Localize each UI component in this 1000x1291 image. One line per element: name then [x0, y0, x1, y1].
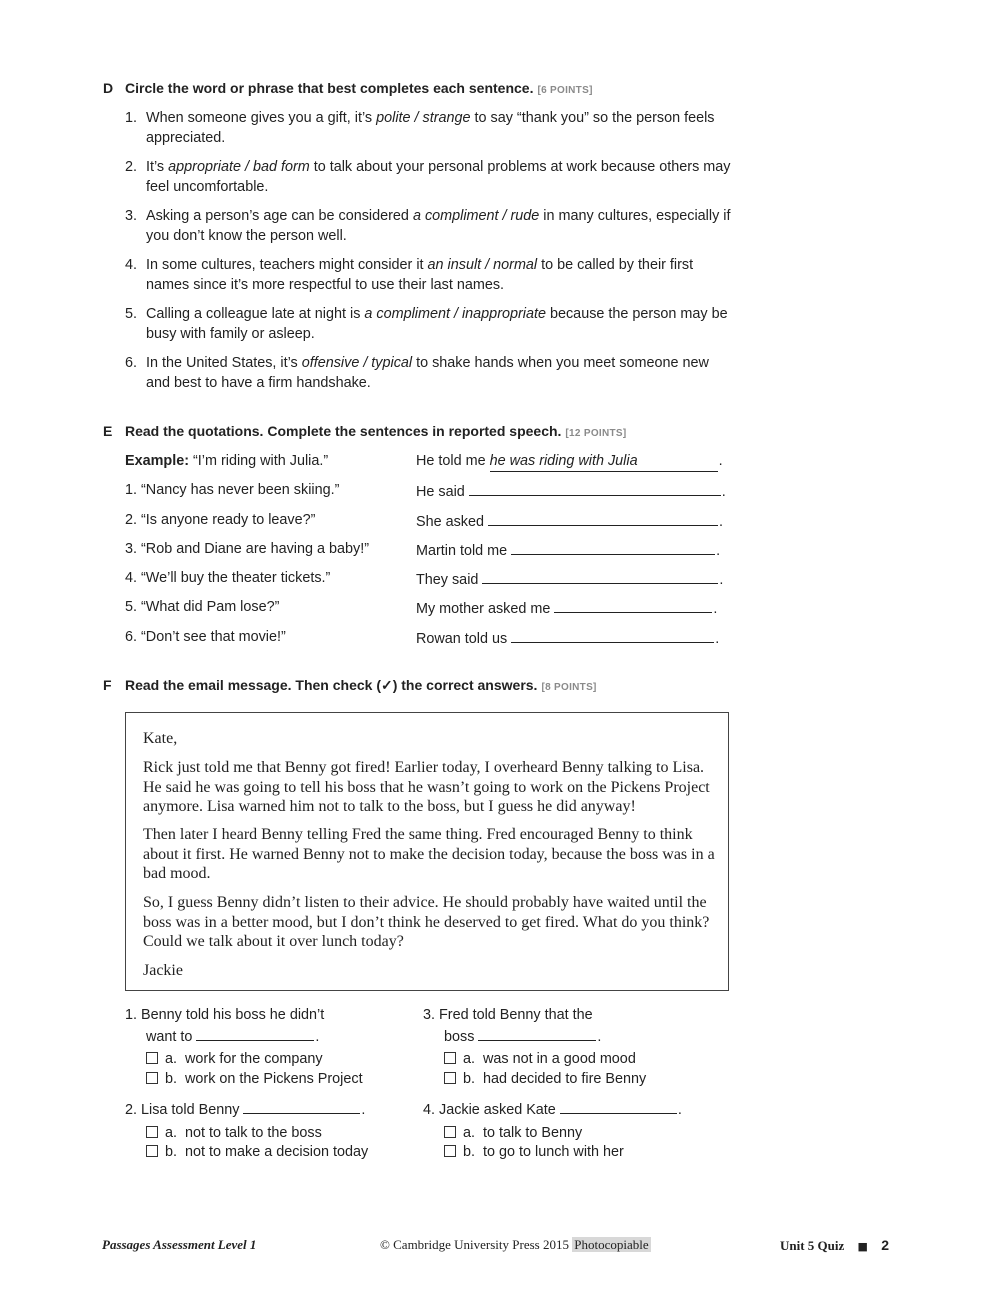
- email-paragraph-2: Then later I heard Benny telling Fred the same thing. Fred encouraged Benny to think about it first. He warned Benny not to make the decision today, because the boss was in a bad mood.: [143, 826, 715, 882]
- d-item-text: to say “thank you” so the person feels appreciated.: [146, 110, 715, 146]
- f-q3-option-b[interactable]: b. had decided to fire Benny: [444, 1070, 646, 1090]
- d-choice[interactable]: a compliment / inappropriate: [364, 306, 546, 322]
- checkbox[interactable]: [444, 1126, 456, 1138]
- e-item-3-quote: 3. “Rob and Diane are having a baby!”: [125, 541, 370, 557]
- f-answer-blank: [196, 1026, 314, 1041]
- d-choice[interactable]: an insult / normal: [427, 257, 538, 273]
- e-answer-blank[interactable]: [469, 481, 721, 496]
- e-item-4-answer-row: They said .: [416, 569, 723, 590]
- email-signature: Jackie: [143, 962, 183, 979]
- section-e-heading: [125, 423, 627, 439]
- e-answer-blank[interactable]: [511, 628, 714, 643]
- checkbox[interactable]: [146, 1072, 158, 1084]
- email-greeting: Kate,: [143, 730, 178, 747]
- d-item-number: 1.: [125, 110, 138, 126]
- e-answer-blank[interactable]: [488, 511, 718, 526]
- d-item-text: because the person may be busy with family or asleep.: [146, 306, 728, 342]
- e-example-answer: he was riding with Julia: [490, 452, 718, 472]
- section-d-heading: [125, 80, 593, 96]
- d-item-text: to be called by their first names since it’s more respectful to use their last names.: [146, 257, 694, 293]
- f-answer-blank: [560, 1099, 677, 1114]
- e-example-label: Example:: [125, 453, 189, 469]
- d-item-text: Calling a colleague late at night is: [146, 306, 365, 322]
- f-q2-option-b[interactable]: b. not to make a decision today: [146, 1143, 368, 1163]
- d-item-4: [125, 256, 735, 295]
- checkbox[interactable]: [146, 1126, 158, 1138]
- d-item-number: 2.: [125, 159, 138, 175]
- footer-copyright: © Cambridge University Press 2015 Photocopiable: [380, 1237, 649, 1252]
- e-item-2-quote: 2. “Is anyone ready to leave?”: [125, 512, 316, 528]
- e-example-quote: [125, 452, 328, 471]
- e-item-5-quote: 5. “What did Pam lose?”: [125, 599, 280, 615]
- e-item-4-quote: 4. “We’ll buy the theater tickets.”: [125, 570, 331, 586]
- d-item-3: [125, 207, 735, 246]
- e-item-1-answer-row: He said .: [416, 481, 726, 502]
- e-item-3-answer-row: Martin told me .: [416, 540, 720, 561]
- e-answer-blank[interactable]: [482, 569, 718, 584]
- f-q4-option-a[interactable]: a. to talk to Benny: [444, 1124, 582, 1144]
- d-item-text: to shake hands when you meet someone new and best to have a firm handshake.: [146, 355, 709, 391]
- square-bullet-icon: ■: [857, 1240, 868, 1253]
- e-answer-blank[interactable]: [511, 540, 715, 555]
- f-q1-option-a[interactable]: a. work for the company: [146, 1050, 323, 1070]
- photocopiable-badge: Photocopiable: [574, 1237, 649, 1252]
- d-item-text: Asking a person’s age can be considered: [146, 208, 413, 224]
- d-item-number: 3.: [125, 208, 138, 224]
- checkbox[interactable]: [444, 1145, 456, 1157]
- section-d-points: [6 POINTS]: [537, 85, 593, 96]
- d-item-1: [125, 109, 735, 148]
- section-e-instruction: Read the quotations. Complete the sentences in reported speech.: [125, 423, 562, 439]
- checkbox[interactable]: [146, 1145, 158, 1157]
- d-item-5: [125, 305, 735, 344]
- section-f-instruction: Read the email message. Then check (✓) the correct answers.: [125, 677, 538, 693]
- f-question-4: 4. Jackie asked Kate .: [423, 1099, 682, 1121]
- e-answer-blank[interactable]: [554, 598, 712, 613]
- section-f-heading: [125, 677, 597, 694]
- e-lead: Rowan told us: [416, 631, 508, 647]
- page-number: 2: [881, 1237, 889, 1253]
- e-item-6-quote: 6. “Don’t see that movie!”: [125, 629, 286, 645]
- email-box: [125, 712, 729, 991]
- f-q1-option-b[interactable]: b. work on the Pickens Project: [146, 1070, 363, 1090]
- f-answer-blank: [478, 1026, 596, 1041]
- d-item-number: 4.: [125, 257, 138, 273]
- f-q3-option-a[interactable]: a. was not in a good mood: [444, 1050, 636, 1070]
- d-choice[interactable]: a compliment / rude: [412, 208, 540, 224]
- checkbox[interactable]: [444, 1052, 456, 1064]
- e-lead: She asked: [416, 514, 485, 530]
- d-item-2: [125, 158, 735, 197]
- section-f-letter: F: [103, 677, 112, 693]
- d-item-text: in many cultures, especially if you don’t know the person well.: [146, 208, 731, 244]
- footer-unit: Unit 5 Quiz ■ 2: [780, 1237, 889, 1253]
- e-lead: He said: [416, 484, 465, 500]
- d-choice[interactable]: offensive / typical: [301, 355, 413, 371]
- e-item-6-answer-row: Rowan told us .: [416, 628, 719, 649]
- d-choice[interactable]: polite / strange: [376, 110, 471, 126]
- d-item-text: In some cultures, teachers might consider it: [146, 257, 428, 273]
- section-e-points: [12 POINTS]: [565, 428, 627, 439]
- e-lead: Martin told me: [416, 543, 508, 559]
- e-lead: My mother asked me: [416, 601, 551, 617]
- e-item-5-answer-row: My mother asked me .: [416, 598, 717, 619]
- f-q2-option-a[interactable]: a. not to talk to the boss: [146, 1124, 322, 1144]
- f-question-1: 1. Benny told his boss he didn’t want to .: [125, 1007, 325, 1045]
- checkbox[interactable]: [444, 1072, 456, 1084]
- d-item-number: 6.: [125, 355, 138, 371]
- d-item-text: It’s: [146, 159, 169, 175]
- section-e-letter: E: [103, 423, 113, 439]
- checkbox[interactable]: [146, 1052, 158, 1064]
- e-lead: They said: [416, 572, 479, 588]
- d-item-6: [125, 354, 735, 393]
- email-paragraph-3: So, I guess Benny didn’t listen to their advice. He should probably have waited until the boss was in a better mood, but I don’t think he deserved to get fired. What do you think? Could we talk about it over lunch today?: [143, 894, 710, 950]
- e-example-quote-text: “I’m riding with Julia.”: [193, 453, 329, 469]
- section-f-points: [8 POINTS]: [541, 682, 597, 693]
- f-answer-blank: [243, 1099, 360, 1114]
- f-question-2: 2. Lisa told Benny .: [125, 1099, 365, 1121]
- f-question-3: 3. Fred told Benny that the boss .: [423, 1007, 602, 1045]
- d-item-text: When someone gives you a gift, it’s: [146, 110, 377, 126]
- e-example-answer-row: He told me he was riding with Julia .: [416, 452, 723, 472]
- d-item-text: to talk about your personal problems at work because others may feel uncomfortable.: [146, 159, 731, 195]
- d-choice[interactable]: appropriate / bad form: [168, 159, 310, 175]
- e-item-1-quote: 1. “Nancy has never been skiing.”: [125, 482, 340, 498]
- f-q4-option-b[interactable]: b. to go to lunch with her: [444, 1143, 624, 1163]
- email-paragraph-1: Rick just told me that Benny got fired! Earlier today, I overheard Benny talking to Lisa. He said he was going to tell his boss that he wasn’t going to work on the Pickens Project anymore. Lisa warned him not to talk to the boss, but I guess he did anyway!: [143, 759, 710, 815]
- section-d-letter: D: [103, 80, 114, 96]
- d-item-text: In the United States, it’s: [146, 355, 302, 371]
- e-item-2-answer-row: She asked .: [416, 511, 723, 532]
- section-d-instruction: Circle the word or phrase that best completes each sentence.: [125, 80, 534, 96]
- d-item-number: 5.: [125, 306, 138, 322]
- e-example-lead: He told me: [416, 453, 490, 469]
- footer-book-title: Passages Assessment Level 1: [102, 1237, 257, 1252]
